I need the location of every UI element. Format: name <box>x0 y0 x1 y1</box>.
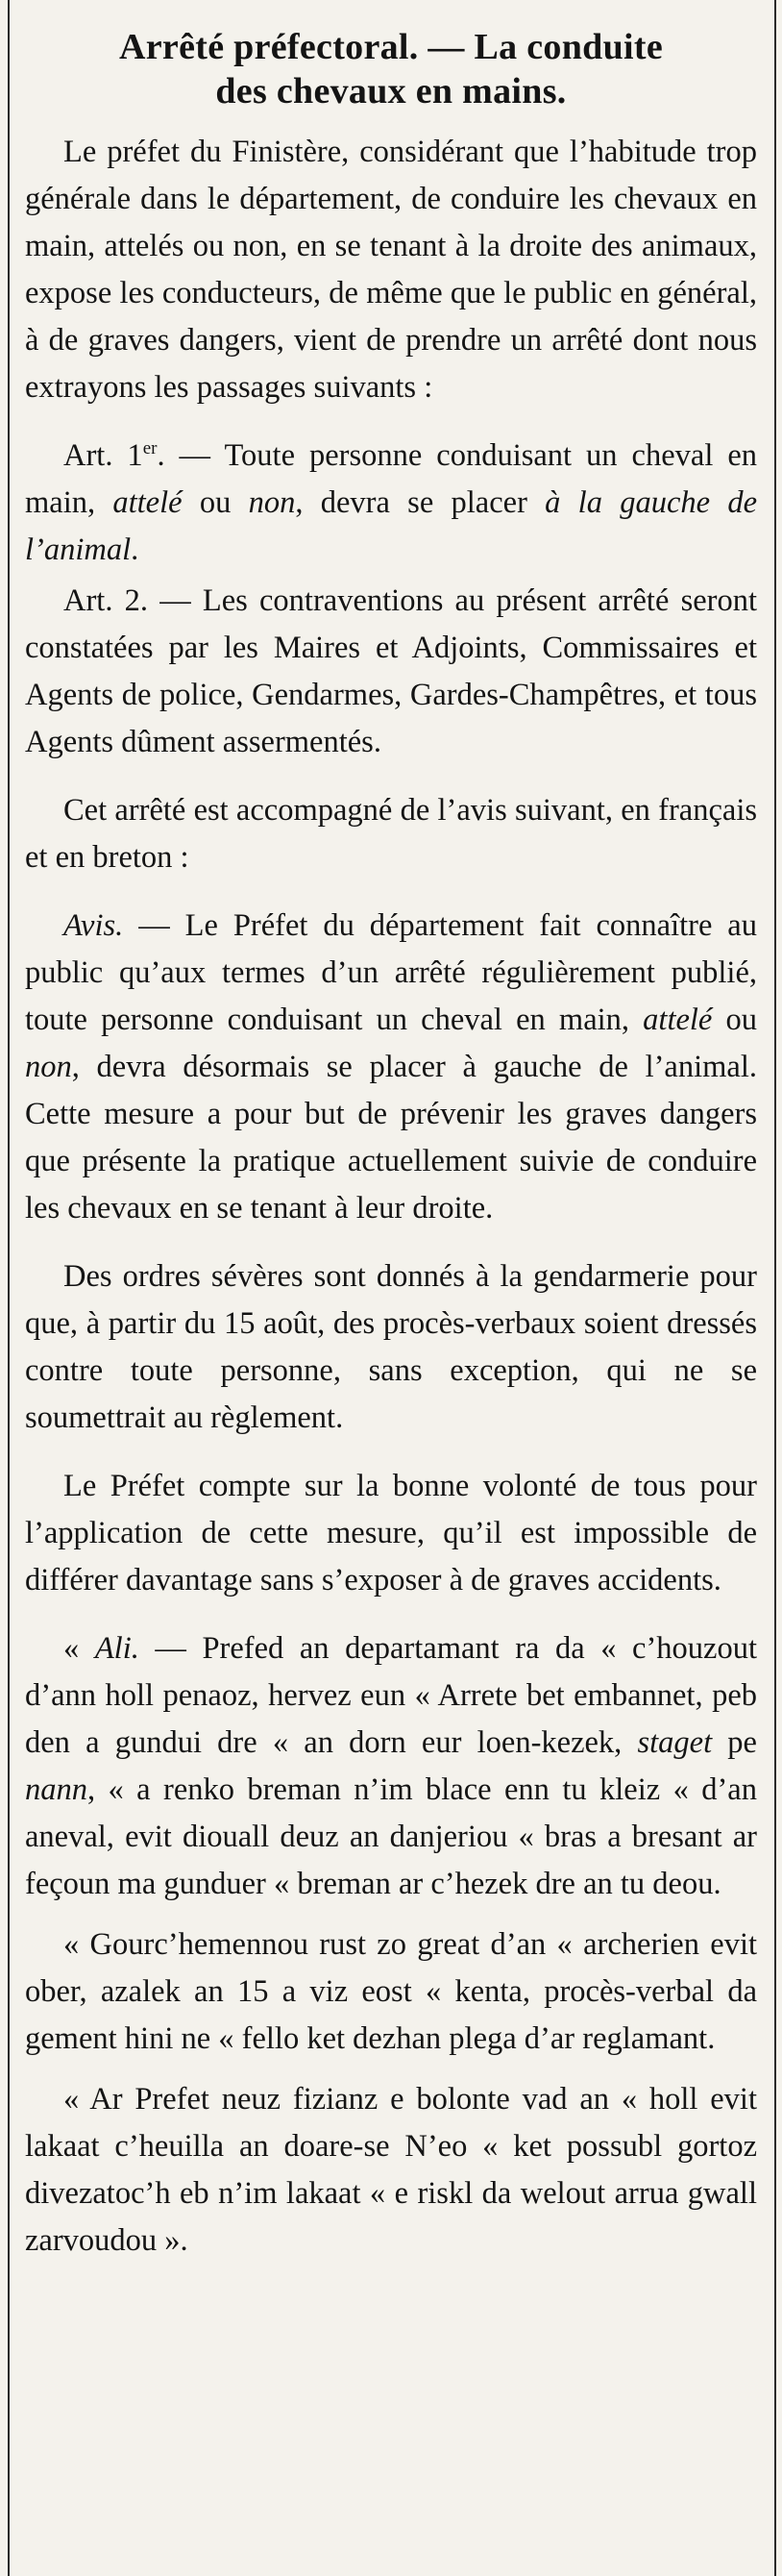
headline-line-2: des chevaux en mains. <box>215 71 567 111</box>
breton-paragraph-1 <box>25 1625 757 1908</box>
breton-1-text: « <box>63 1631 95 1666</box>
avis-label: Avis. <box>63 908 124 943</box>
avis-italic-non: non <box>25 1050 72 1084</box>
article-headline <box>25 25 757 113</box>
breton-1-text: — Prefed an departamant ra da « c’houzout d’ann holl penaoz, hervez eun « Arrete bet embannet, peb den a gundui dre « an dorn eur loen-kezek, <box>25 1631 758 1760</box>
article-1-text: , devra se placer <box>295 485 546 520</box>
avis-paragraph <box>25 903 757 1232</box>
article-1-italic-non: non <box>248 485 296 520</box>
accompanying-paragraph: Cet arrêté est accompagné de l’avis suivant, en français et en breton : <box>25 793 757 875</box>
headline-line-1: Arrêté préfectoral. — La conduite <box>119 27 663 67</box>
article-1-label: Art. 1 <box>63 438 143 473</box>
intro-paragraph: Le préfet du Finistère, considérant que l’habitude trop générale dans le département, de conduire les chevaux en main, attelés ou non, en se tenant à la droite des animaux, expose les conducteurs, de même que le public en général, à de graves dangers, vient de prendre un arrêté dont nous extrayons les passages suivants : <box>25 135 757 405</box>
breton-paragraph-3: « Ar Prefet neuz fizianz e bolonte vad an « holl evit lakaat c’heuilla an doare-se N’eo « ket possubl gortoz divezatoc’h eb n’im lakaat « e riskl da welout arrua gwall zarvoudou ». <box>25 2082 757 2258</box>
orders-paragraph: Des ordres sévères sont donnés à la gendarmerie pour que, à partir du 15 août, des procès-verbaux soient dressés contre toute personne, sans exception, qui ne se soumettrait au règlement. <box>25 1259 757 1435</box>
article-2-paragraph: Art. 2. — Les contraventions au présent arrêté seront constatées par les Maires et Adjoints, Commissaires et Agents de police, Gendarmes, Gardes-Champêtres, et tous Agents dûment assermentés. <box>25 583 757 759</box>
avis-italic-attele: attelé <box>643 1003 713 1037</box>
breton-1-text: , « a renko breman n’im blace enn tu kleiz « d’an aneval, evit diouall deuz an danjeriou « bras a bresant ar feçoun ma gunduer « breman ar c’hezek dre an tu deou. <box>25 1772 757 1901</box>
prefet-compte-paragraph: Le Préfet compte sur la bonne volonté de tous pour l’application de cette mesure, qu’il est impossible de différer davantage sans s’exposer à de graves accidents. <box>25 1469 757 1598</box>
article-1-text: ou <box>182 485 249 520</box>
avis-text: , devra désormais se placer à gauche de l’animal. Cette mesure a pour but de prévenir les graves dangers que présente la pratique actuellement suivie de conduire les chevaux en se tenant à leur droite. <box>25 1050 757 1226</box>
breton-1-italic-nann: nann <box>25 1772 87 1807</box>
article-1-italic-gauche: à la gauche de l’animal <box>25 485 758 567</box>
breton-1-italic-staget: staget <box>637 1725 713 1760</box>
article-1-text: . <box>131 533 139 567</box>
breton-1-italic-ali: Ali. <box>94 1631 139 1666</box>
column-rule-left <box>8 0 10 2576</box>
article-1-italic-attele: attelé <box>112 485 183 520</box>
article-1-text: . — Toute personne conduisant un cheval en main, <box>25 438 757 520</box>
avis-text: ou <box>712 1003 758 1037</box>
breton-1-text: pe <box>712 1725 757 1760</box>
article-1-superscript: er <box>142 438 158 459</box>
article-1-paragraph <box>25 433 757 574</box>
avis-text: — Le Préfet du département fait connaître au public qu’aux termes d’un arrêté régulièrement publié, toute personne conduisant un cheval en main, <box>25 908 757 1037</box>
breton-paragraph-2: « Gourc’hemennou rust zo great d’an « archerien evit ober, azalek an 15 a viz eost « kenta, procès-verbal da gement hini ne « fello ket dezhan plega d’ar reglamant. <box>25 1927 757 2056</box>
column-rule-right <box>774 0 776 2576</box>
